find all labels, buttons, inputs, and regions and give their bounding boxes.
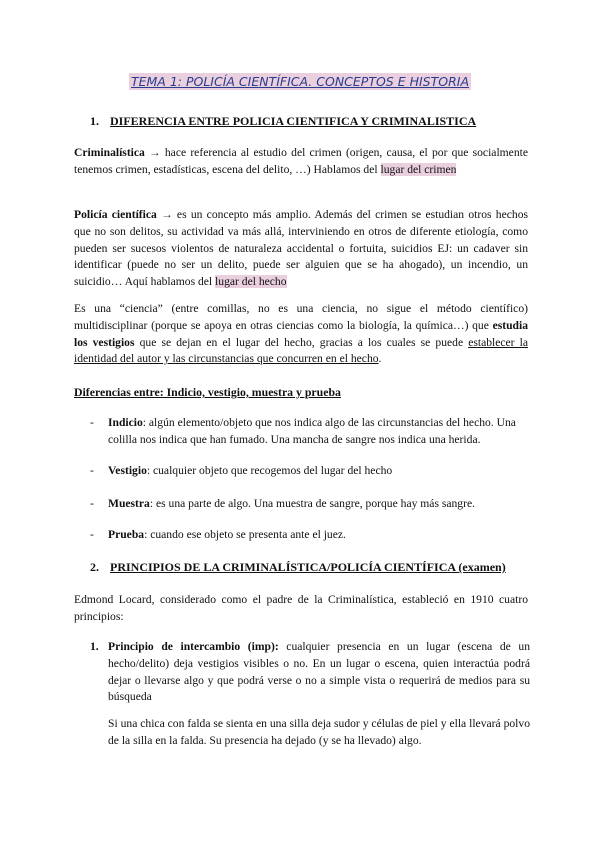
criminalistica-paragraph bbox=[74, 145, 528, 179]
criminalistica-highlight: lugar del crimen bbox=[380, 162, 457, 176]
ciencia-underlined: establecer la identidad del autor y las circunstancias que concurren en el hecho bbox=[74, 335, 528, 366]
principio-number: 1. bbox=[90, 640, 99, 653]
bullet-muestra bbox=[90, 496, 530, 513]
bullet-dash: - bbox=[90, 528, 94, 541]
criminalistica-term: Criminalística bbox=[74, 146, 145, 159]
policia-paragraph bbox=[74, 207, 528, 291]
bullet-dash: - bbox=[90, 497, 94, 510]
principio-intercambio bbox=[90, 639, 530, 706]
ciencia-end: . bbox=[378, 352, 382, 366]
bullet-term: Indicio bbox=[108, 416, 143, 429]
bullet-term: Vestigio bbox=[108, 464, 147, 477]
bullet-term: Muestra bbox=[108, 497, 150, 510]
bullet-text: : cualquier objeto que recogemos del lugar del hecho bbox=[146, 464, 393, 477]
diferencias-heading: Diferencias entre: Indicio, vestigio, muestra y prueba bbox=[74, 385, 341, 399]
principio-text: cualquier presencia en un lugar (escena de un hecho/delito) deja vestigios visibles o no. En un lugar o escena, quien interactúa podrá dejar o llevarse algo y que podrá verse o no a simple vista o requerirá de medios para su búsqueda bbox=[108, 640, 530, 704]
principio-term: Principio de intercambio (imp): bbox=[108, 640, 279, 653]
section-2-title: PRINCIPIOS DE LA CRIMINALÍSTICA/POLICÍA CIENTÍFICA (examen) bbox=[110, 560, 506, 574]
ciencia-paragraph bbox=[74, 301, 528, 368]
section-2-heading bbox=[90, 560, 506, 575]
bullet-prueba bbox=[90, 527, 530, 544]
section-1-heading bbox=[90, 114, 476, 129]
ciencia-text-2: que se dejan en el lugar del hecho, gracias a los cuales se puede bbox=[134, 335, 469, 349]
document-title bbox=[0, 74, 600, 89]
bullet-text: : es una parte de algo. Una muestra de sangre, porque hay más sangre. bbox=[149, 497, 476, 510]
section-2-number: 2. bbox=[90, 560, 99, 574]
bullet-dash: - bbox=[90, 416, 94, 429]
section-1-title: DIFERENCIA ENTRE POLICIA CIENTIFICA Y CRIMINALISTICA bbox=[110, 114, 477, 128]
bullet-text: : algún elemento/objeto que nos indica algo de las circunstancias del hecho. Una colilla nos indica que han fumado. Una mancha de sangre nos indica una herida. bbox=[108, 416, 516, 446]
bullet-dash: - bbox=[90, 464, 94, 477]
arrow-icon: → bbox=[156, 208, 177, 221]
bullet-text: : cuando ese objeto se presenta ante el juez. bbox=[144, 528, 346, 541]
bullet-vestigio bbox=[90, 463, 530, 480]
ciencia-text-1: Es una “ciencia” (entre comillas, no es una ciencia, no sigue el método científico) multidisciplinar (porque se apoya en otras ciencias como la biología, la química…) que bbox=[74, 302, 528, 332]
principio-example bbox=[90, 716, 530, 750]
bullet-indicio bbox=[90, 415, 530, 449]
ciencia-bold: estudia los vestigios bbox=[74, 318, 528, 349]
policia-text: es un concepto más amplio. Además del crimen se estudian otros hechos que no son delitos, su actividad va más allá, interviniendo en otros de diferente etiología, como pueden ser sucesos violentos de naturaleza accidental o fortuita, suicidios EJ: un cadaver sin identificar (puede no ser un delito, puede ser alguien que se ha ahogado), un incendio, un suicidio… Aquí hablamos del bbox=[74, 208, 528, 289]
section-1-number: 1. bbox=[90, 114, 99, 128]
arrow-icon: → bbox=[144, 146, 165, 159]
policia-term: Policía científica bbox=[74, 208, 157, 221]
policia-highlight: lugar del hecho bbox=[215, 275, 287, 289]
locard-paragraph: Edmond Locard, considerado como el padre de la Criminalística, estableció en 1910 cuatro principios: bbox=[74, 593, 528, 623]
principio-example-text: Si una chica con falda se sienta en una silla deja sudor y células de piel y ella llevará polvo de la silla en la falda. Su presencia ha dejado (y se ha llevado) algo. bbox=[108, 717, 530, 747]
bullet-term: Prueba bbox=[108, 528, 145, 541]
criminalistica-text: hace referencia al estudio del crimen (origen, causa, el por que socialmente tenemos crimen, estadísticas, escena del delito, …) Hablamos del bbox=[74, 146, 528, 176]
title-text: TEMA 1: POLICÍA CIENTÍFICA. CONCEPTOS E HISTORIA bbox=[130, 74, 470, 89]
